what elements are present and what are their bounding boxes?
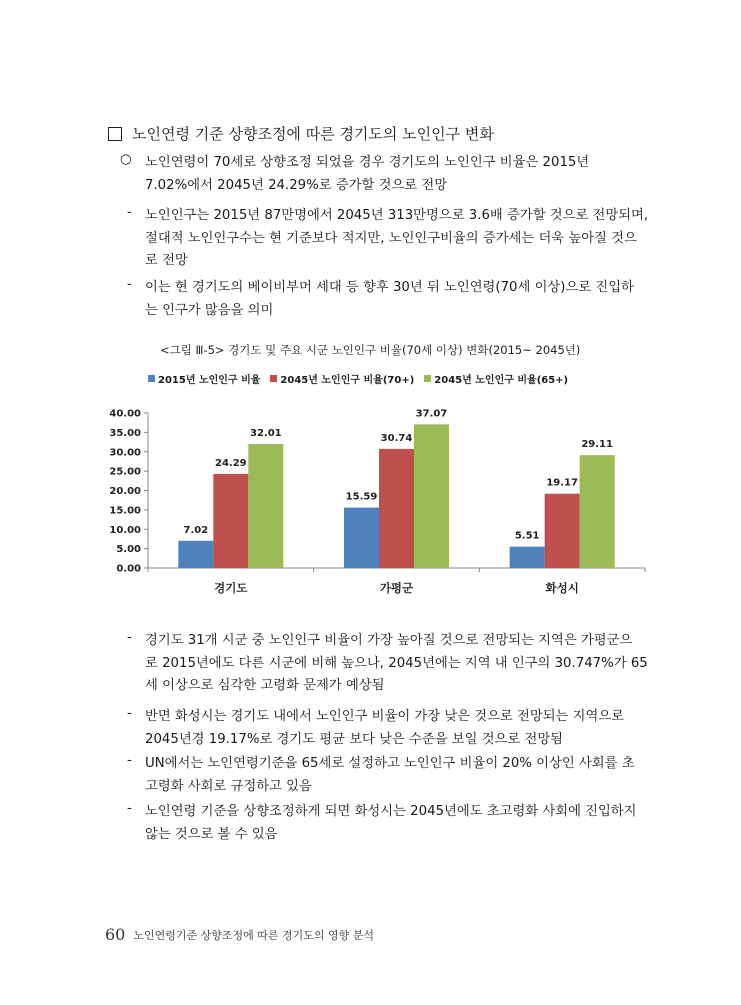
text-line: 이는 현 경기도의 베이비부머 세대 등 향후 30년 뒤 노인연령(70세 이상)으로 진입하 [145, 280, 634, 295]
data-label: 19.17 [546, 477, 578, 489]
legend-swatch [148, 375, 155, 382]
y-tick-label: 15.00 [109, 505, 141, 517]
data-label: 24.29 [215, 457, 247, 469]
legend-item [148, 371, 260, 386]
y-tick-label: 35.00 [109, 427, 141, 439]
bar [510, 547, 545, 568]
x-category-label: 가평군 [379, 581, 414, 595]
dash-item-2 [145, 277, 634, 322]
page-number: 60 [105, 925, 126, 944]
bar [545, 494, 580, 568]
y-tick-label: 10.00 [109, 524, 141, 536]
dash-item-6 [145, 801, 637, 846]
dash-bullet-icon: - [127, 205, 132, 220]
y-tick-label: 40.00 [109, 408, 141, 420]
dash-bullet-icon: - [127, 801, 132, 816]
text-line: 않는 것으로 볼 수 있음 [145, 826, 278, 842]
legend-swatch [270, 375, 277, 382]
dash-bullet-icon: - [127, 706, 132, 721]
y-tick-label: 25.00 [109, 466, 141, 478]
dash-bullet-icon: - [127, 277, 132, 292]
bar [344, 508, 379, 568]
x-category-label: 경기도 [214, 581, 248, 595]
text-line: 는 인구가 많음을 의미 [145, 302, 274, 318]
dash-item-4 [145, 706, 624, 751]
bar [178, 541, 213, 568]
text-line: 세 이상으로 심각한 고령화 문제가 예상됨 [145, 678, 385, 693]
chart-legend [148, 371, 568, 386]
legend-item [270, 371, 414, 386]
section-heading [108, 123, 494, 144]
dash-bullet-icon: - [127, 630, 132, 645]
y-tick-label: 5.00 [116, 544, 141, 556]
legend-label: 2045년 노인인구 비율(70+) [280, 375, 415, 386]
dash-item-5 [145, 753, 635, 798]
y-tick-label: 0.00 [116, 563, 141, 575]
text-line: 고령화 사회로 규정하고 있음 [145, 778, 312, 794]
text-line: 절대적 노인인구수는 현 기준보다 적지만, 노인인구비율의 증가세는 더욱 높아질 것으 [145, 230, 637, 246]
dash-item-3 [145, 630, 648, 698]
circle-bullet-text [145, 152, 589, 197]
x-category-label: 화성시 [545, 581, 579, 595]
text-line: 경기도 31개 시군 중 노인인구 비율이 가장 높아질 것으로 전망되는 지역은 가평군으 [145, 633, 633, 648]
text-line: UN에서는 노인연령기준을 65세로 설정하고 노인인구 비율이 20% 이상인 사회를 초 [145, 756, 635, 771]
y-tick-label: 20.00 [109, 486, 141, 497]
checkbox-square-icon [108, 127, 122, 141]
bar [414, 424, 449, 568]
bar [379, 449, 414, 568]
data-label: 5.51 [514, 530, 540, 542]
data-label: 15.59 [345, 491, 378, 503]
bar [580, 455, 615, 568]
y-tick-label: 30.00 [109, 447, 141, 459]
data-label: 7.02 [183, 524, 209, 536]
footer-title: 노인연령기준 상향조정에 따른 경기도의 영향 분석 [133, 929, 374, 942]
bar-chart [100, 400, 660, 605]
page-footer [105, 925, 374, 944]
text-line: 반면 화성시는 경기도 내에서 노인인구 비율이 가장 낮은 것으로 전망되는 지역으로 [145, 709, 624, 724]
text-line: 로 2015년에도 다른 시군에 비해 높으나, 2045년에는 지역 내 인구의 30.747%가 65 [145, 655, 648, 671]
text-line: 노인연령 기준을 상향조정하게 되면 화성시는 2045년에도 초고령화 사회에 진입하지 [145, 804, 637, 819]
circle-bullet-item [120, 152, 140, 167]
data-label: 30.74 [380, 432, 413, 444]
text-line: 노인인구는 2015년 87만명에서 2045년 313만명으로 3.6배 증가할 것으로 전망되며, [145, 208, 649, 223]
figure-caption: <그림 Ⅲ-5> 경기도 및 주요 시군 노인인구 비율(70세 이상) 변화(2015~ 2045년) [160, 343, 581, 357]
data-label: 32.01 [250, 427, 282, 439]
section-heading-text: 노인연령 기준 상향조정에 따른 경기도의 노인인구 변화 [132, 125, 494, 143]
bar [248, 444, 283, 568]
text-line: 2045년경 19.17%로 경기도 평균 보다 낮은 수준을 보일 것으로 전망됨 [145, 731, 564, 747]
text-line: 7.02%에서 2045년 24.29%로 증가할 것으로 전망 [145, 177, 448, 193]
legend-label: 2015년 노인인구 비율 [158, 375, 261, 386]
data-label: 37.07 [415, 408, 448, 420]
bar [213, 474, 248, 568]
data-label: 29.11 [581, 439, 613, 451]
legend-swatch [424, 375, 431, 382]
text-line: 노인연령이 70세로 상향조정 되었을 경우 경기도의 노인인구 비율은 2015년 [145, 155, 590, 170]
legend-item [424, 371, 568, 386]
dash-bullet-icon: - [127, 753, 132, 768]
text-line: 로 전망 [145, 253, 188, 268]
circle-bullet-icon: ○ [120, 152, 132, 167]
dash-item-1 [145, 205, 648, 273]
legend-label: 2045년 노인인구 비율(65+) [434, 375, 569, 386]
